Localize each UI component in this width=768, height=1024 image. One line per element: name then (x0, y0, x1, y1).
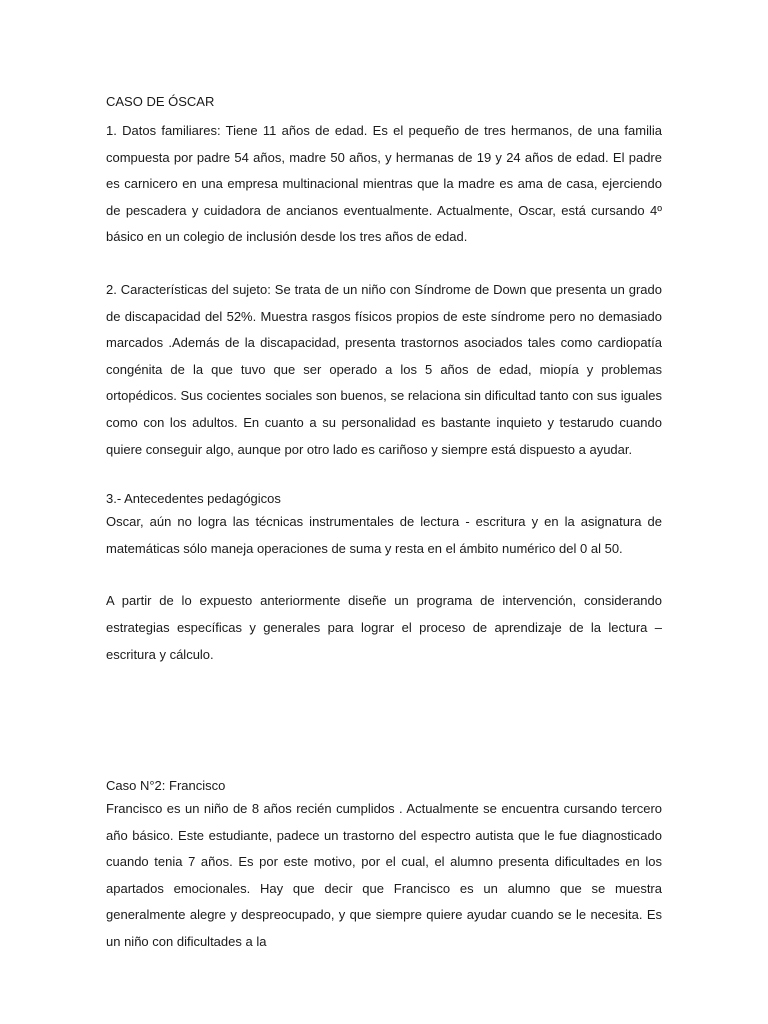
francisco-description-paragraph: Francisco es un niño de 8 años recién cumplidos . Actualmente se encuentra cursando tercero año básico. Este estudiante, padece un trastorno del espectro autista que le fue diagnosticado cuando tenia 7 años. Es por este motivo, por el cual, el alumno presenta dificultades en los apartados emocionales. Hay que decir que Francisco es un alumno que se muestra generalmente alegre y despreocupado, y que siempre quiere ayudar cuando se le necesita. Es un niño con dificultades a la (106, 801, 662, 950)
document-body (106, 92, 662, 956)
case-oscar-title: CASO DE ÓSCAR (106, 94, 215, 109)
pedagogical-background-paragraph: Oscar, aún no logra las técnicas instrumentales de lectura - escritura y en la asignatura de matemáticas sólo maneja operaciones de suma y resta en el ámbito numérico del 0 al 50. (106, 514, 662, 556)
subject-characteristics-paragraph: 2. Características del sujeto: Se trata de un niño con Síndrome de Down que presenta un grado de discapacidad del 52%. Muestra rasgos físicos propios de este síndrome pero no demasiado marcados .Además de la discapacidad, presenta trastornos asociados tales como cardiopatía congénita de la que tuvo que ser operado a los 5 años de edad, miopía y problemas ortopédicos. Sus cocientes sociales son buenos, se relaciona sin dificultad tanto con sus iguales como con los adultos. En cuanto a su personalidad es bastante inquieto y testarudo cuando quiere conseguir algo, aunque por otro lado es cariñoso y siempre está dispuesto a ayudar. (106, 281, 662, 457)
case-francisco-title: Caso N°2: Francisco (106, 778, 226, 794)
intervention-instruction-paragraph: A partir de lo expuesto anteriormente diseñe un programa de intervención, considerando estrategias específicas y generales para lograr el proceso de aprendizaje de la lectura – escritura y cálculo. (106, 593, 662, 662)
pedagogical-background-heading: 3.- Antecedentes pedagógicos (106, 491, 281, 507)
family-data-paragraph: 1. Datos familiares: Tiene 11 años de edad. Es el pequeño de tres hermanos, de una familia compuesta por padre 54 años, madre 50 años, y hermanas de 19 y 24 años de edad. El padre es carnicero en una empresa multinacional mientras que la madre es ama de casa, ejerciendo de pescadera y cuidadora de ancianos eventualmente. Actualmente, Oscar, está cursando 4º básico en un colegio de inclusión desde los tres años de edad. (106, 123, 662, 245)
